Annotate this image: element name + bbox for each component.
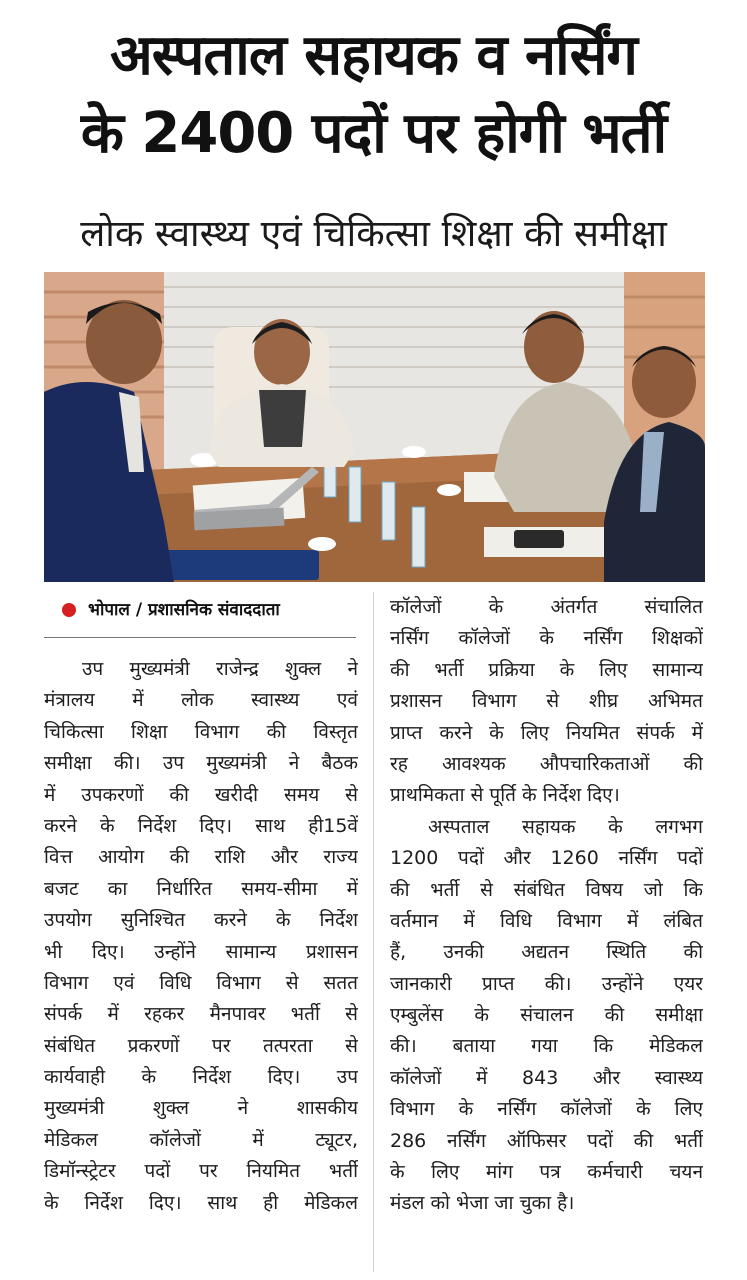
byline [62, 596, 362, 626]
article-line: के लिए मांग पत्र कर्मचारी चयन [390, 1161, 703, 1184]
article-line: में उपकरणों की खरीदी समय से [44, 783, 358, 806]
article-line: मंत्रालय में लोक स्वास्थ्य एवं [44, 689, 358, 712]
article-line: अस्पताल सहायक के लगभग [428, 815, 703, 838]
article-line: 286 नर्सिंग ऑफिसर पदों की भर्ती [390, 1129, 703, 1152]
article-line: करने के निर्देश दिए। साथ ही15वें [44, 814, 358, 837]
article-line: मंडल को भेजा जा चुका है। [390, 1192, 575, 1215]
subheadline: लोक स्वास्थ्य एवं चिकित्सा शिक्षा की समीक्षा [80, 212, 667, 255]
article-line: की। बताया गया कि मेडिकल [390, 1035, 703, 1058]
article-line: भी दिए। उन्होंने सामान्य प्रशासन [44, 940, 358, 963]
article-line: विभाग के नर्सिंग कॉलेजों के लिए [390, 1098, 703, 1121]
article-line: मुख्यमंत्री शुक्ल ने शासकीय [44, 1097, 358, 1120]
article-line: जानकारी प्राप्त की। उन्होंने एयर [390, 972, 703, 995]
article-line: कार्यवाही के निर्देश दिए। उप [44, 1066, 358, 1089]
article-line: उप मुख्यमंत्री राजेन्द्र शुक्ल ने [82, 658, 358, 680]
article-line: हैं, उनकी अद्यतन स्थिति की [390, 941, 703, 964]
byline-text: भोपाल / प्रशासनिक संवाददाता [88, 600, 280, 620]
article-column-right [390, 592, 703, 1220]
article-column-left [44, 654, 358, 1219]
article-line: चिकित्सा शिक्षा विभाग की विस्तृत [44, 720, 358, 743]
article-line: उपयोग सुनिश्चित करने के निर्देश [44, 909, 358, 932]
article-line: प्रशासन विभाग से शीघ्र अभिमत [390, 690, 703, 713]
article-line: वर्तमान में विधि विभाग में लंबित [390, 909, 703, 932]
article-line: संपर्क में रहकर मैनपावर भर्ती से [44, 1003, 358, 1026]
article-line: 1200 पदों और 1260 नर्सिंग पदों [390, 847, 703, 870]
article-line: वित्त आयोग की राशि और राज्य [44, 846, 358, 869]
article-line: एम्बुलेंस के संचालन की समीक्षा [390, 1004, 703, 1027]
article-line: डिमॉन्स्ट्रेटर पदों पर नियमित भर्ती [44, 1160, 358, 1183]
article-line: मेडिकल कॉलेजों में ट्यूटर, [44, 1128, 358, 1151]
meeting-photo [44, 272, 705, 582]
article-line: रह आवश्यक औपचारिकताओं की [390, 752, 703, 775]
byline-divider [44, 637, 356, 638]
headline-line-1: अस्पताल सहायक व नर्सिंग [110, 23, 637, 88]
article-line: प्राथमिकता से पूर्ति के निर्देश दिए। [390, 784, 620, 807]
headline-line-2: के 2400 पदों पर होगी भर्ती [80, 101, 667, 166]
article-line: कॉलेजों में 843 और स्वास्थ्य [390, 1066, 703, 1089]
article-line: संबंधित प्रकरणों पर तत्परता से [44, 1034, 358, 1057]
article-line: कॉलेजों के अंतर्गत संचालित [390, 596, 703, 618]
article-line: नर्सिंग कॉलेजों के नर्सिंग शिक्षकों [390, 627, 703, 650]
article-line: प्राप्त करने के लिए नियमित संपर्क में [390, 721, 703, 744]
article-line: की भर्ती से संबंधित विषय जो कि [390, 878, 703, 901]
column-divider [373, 592, 374, 1272]
article-line: समीक्षा की। उप मुख्यमंत्री ने बैठक [44, 752, 358, 775]
article-line: के निर्देश दिए। साथ ही मेडिकल [44, 1191, 358, 1214]
byline-bullet-icon [62, 603, 76, 617]
article-line: बजट का निर्धारित समय-सीमा में [44, 877, 358, 900]
article-line: विभाग एवं विधि विभाग से सतत [44, 971, 358, 994]
article-line: की भर्ती प्रक्रिया के लिए सामान्य [390, 658, 703, 681]
